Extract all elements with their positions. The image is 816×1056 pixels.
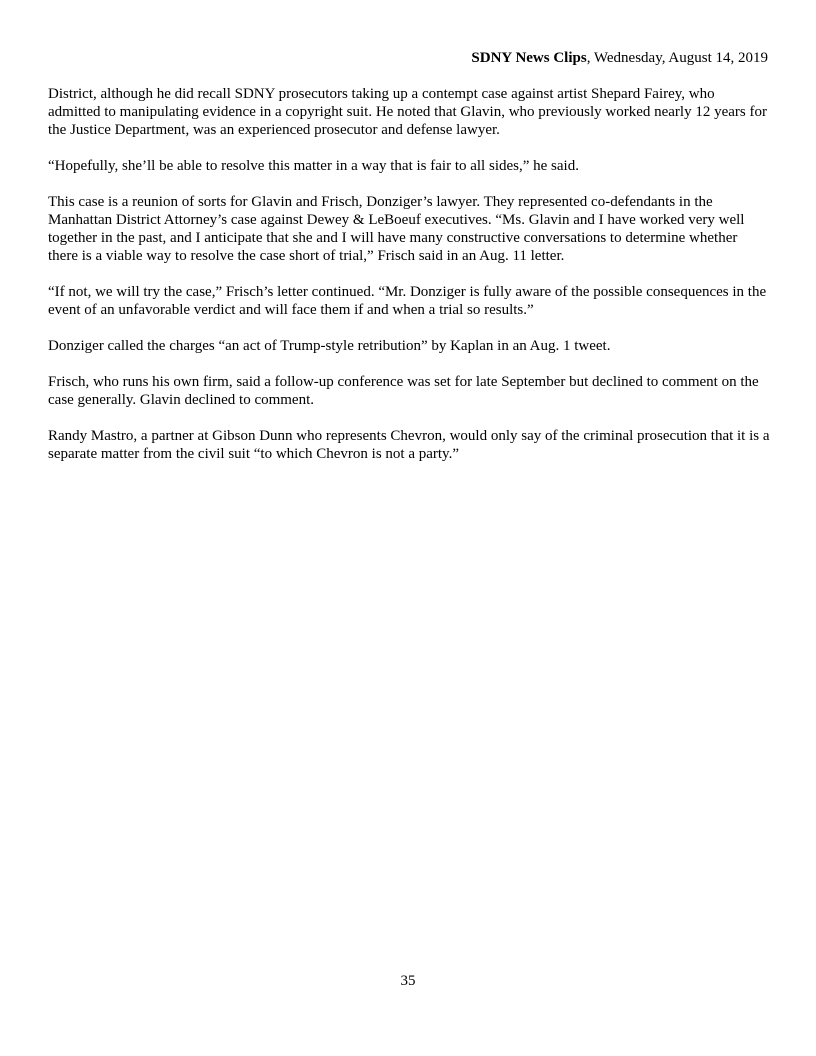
- paragraph: Randy Mastro, a partner at Gibson Dunn who represents Chevron, would only say of the criminal prosecution that it is a separate matter from the civil suit “to which Chevron is not a party.”: [48, 428, 770, 462]
- paragraph: District, although he did recall SDNY prosecutors taking up a contempt case against artist Shepard Fairey, who admitted to manipulating evidence in a copyright suit. He noted that Glavin, who previously worked nearly 12 years for the Justice Department, was an experienced prosecutor and defense lawyer.: [48, 86, 767, 138]
- paragraph: “Hopefully, she’ll be able to resolve this matter in a way that is fair to all sides,” he said.: [48, 158, 579, 174]
- header-date: , Wednesday, August 14, 2019: [586, 50, 768, 66]
- paragraph: Donziger called the charges “an act of Trump-style retribution” by Kaplan in an Aug. 1 tweet.: [48, 338, 611, 354]
- publication-name: SDNY News Clips: [471, 50, 587, 66]
- paragraph: This case is a reunion of sorts for Glavin and Frisch, Donziger’s lawyer. They represented co-defendants in the Manhattan District Attorney’s case against Dewey & LeBoeuf executives. “Ms. Glavin and I have worked very well together in the past, and I anticipate that she and I will have many constructive conversations to determine whether there is a viable way to resolve the case short of trial,” Frisch said in an Aug. 11 letter.: [48, 194, 745, 264]
- page-number: 35: [400, 973, 416, 989]
- page-header: [471, 49, 768, 67]
- paragraph: Frisch, who runs his own firm, said a follow-up conference was set for late September but declined to comment on the case generally. Glavin declined to comment.: [48, 374, 759, 408]
- paragraph: “If not, we will try the case,” Frisch’s letter continued. “Mr. Donziger is fully aware of the possible consequences in the event of an unfavorable verdict and will face them if and when a trial so results.”: [48, 284, 767, 318]
- article-body: [48, 85, 770, 481]
